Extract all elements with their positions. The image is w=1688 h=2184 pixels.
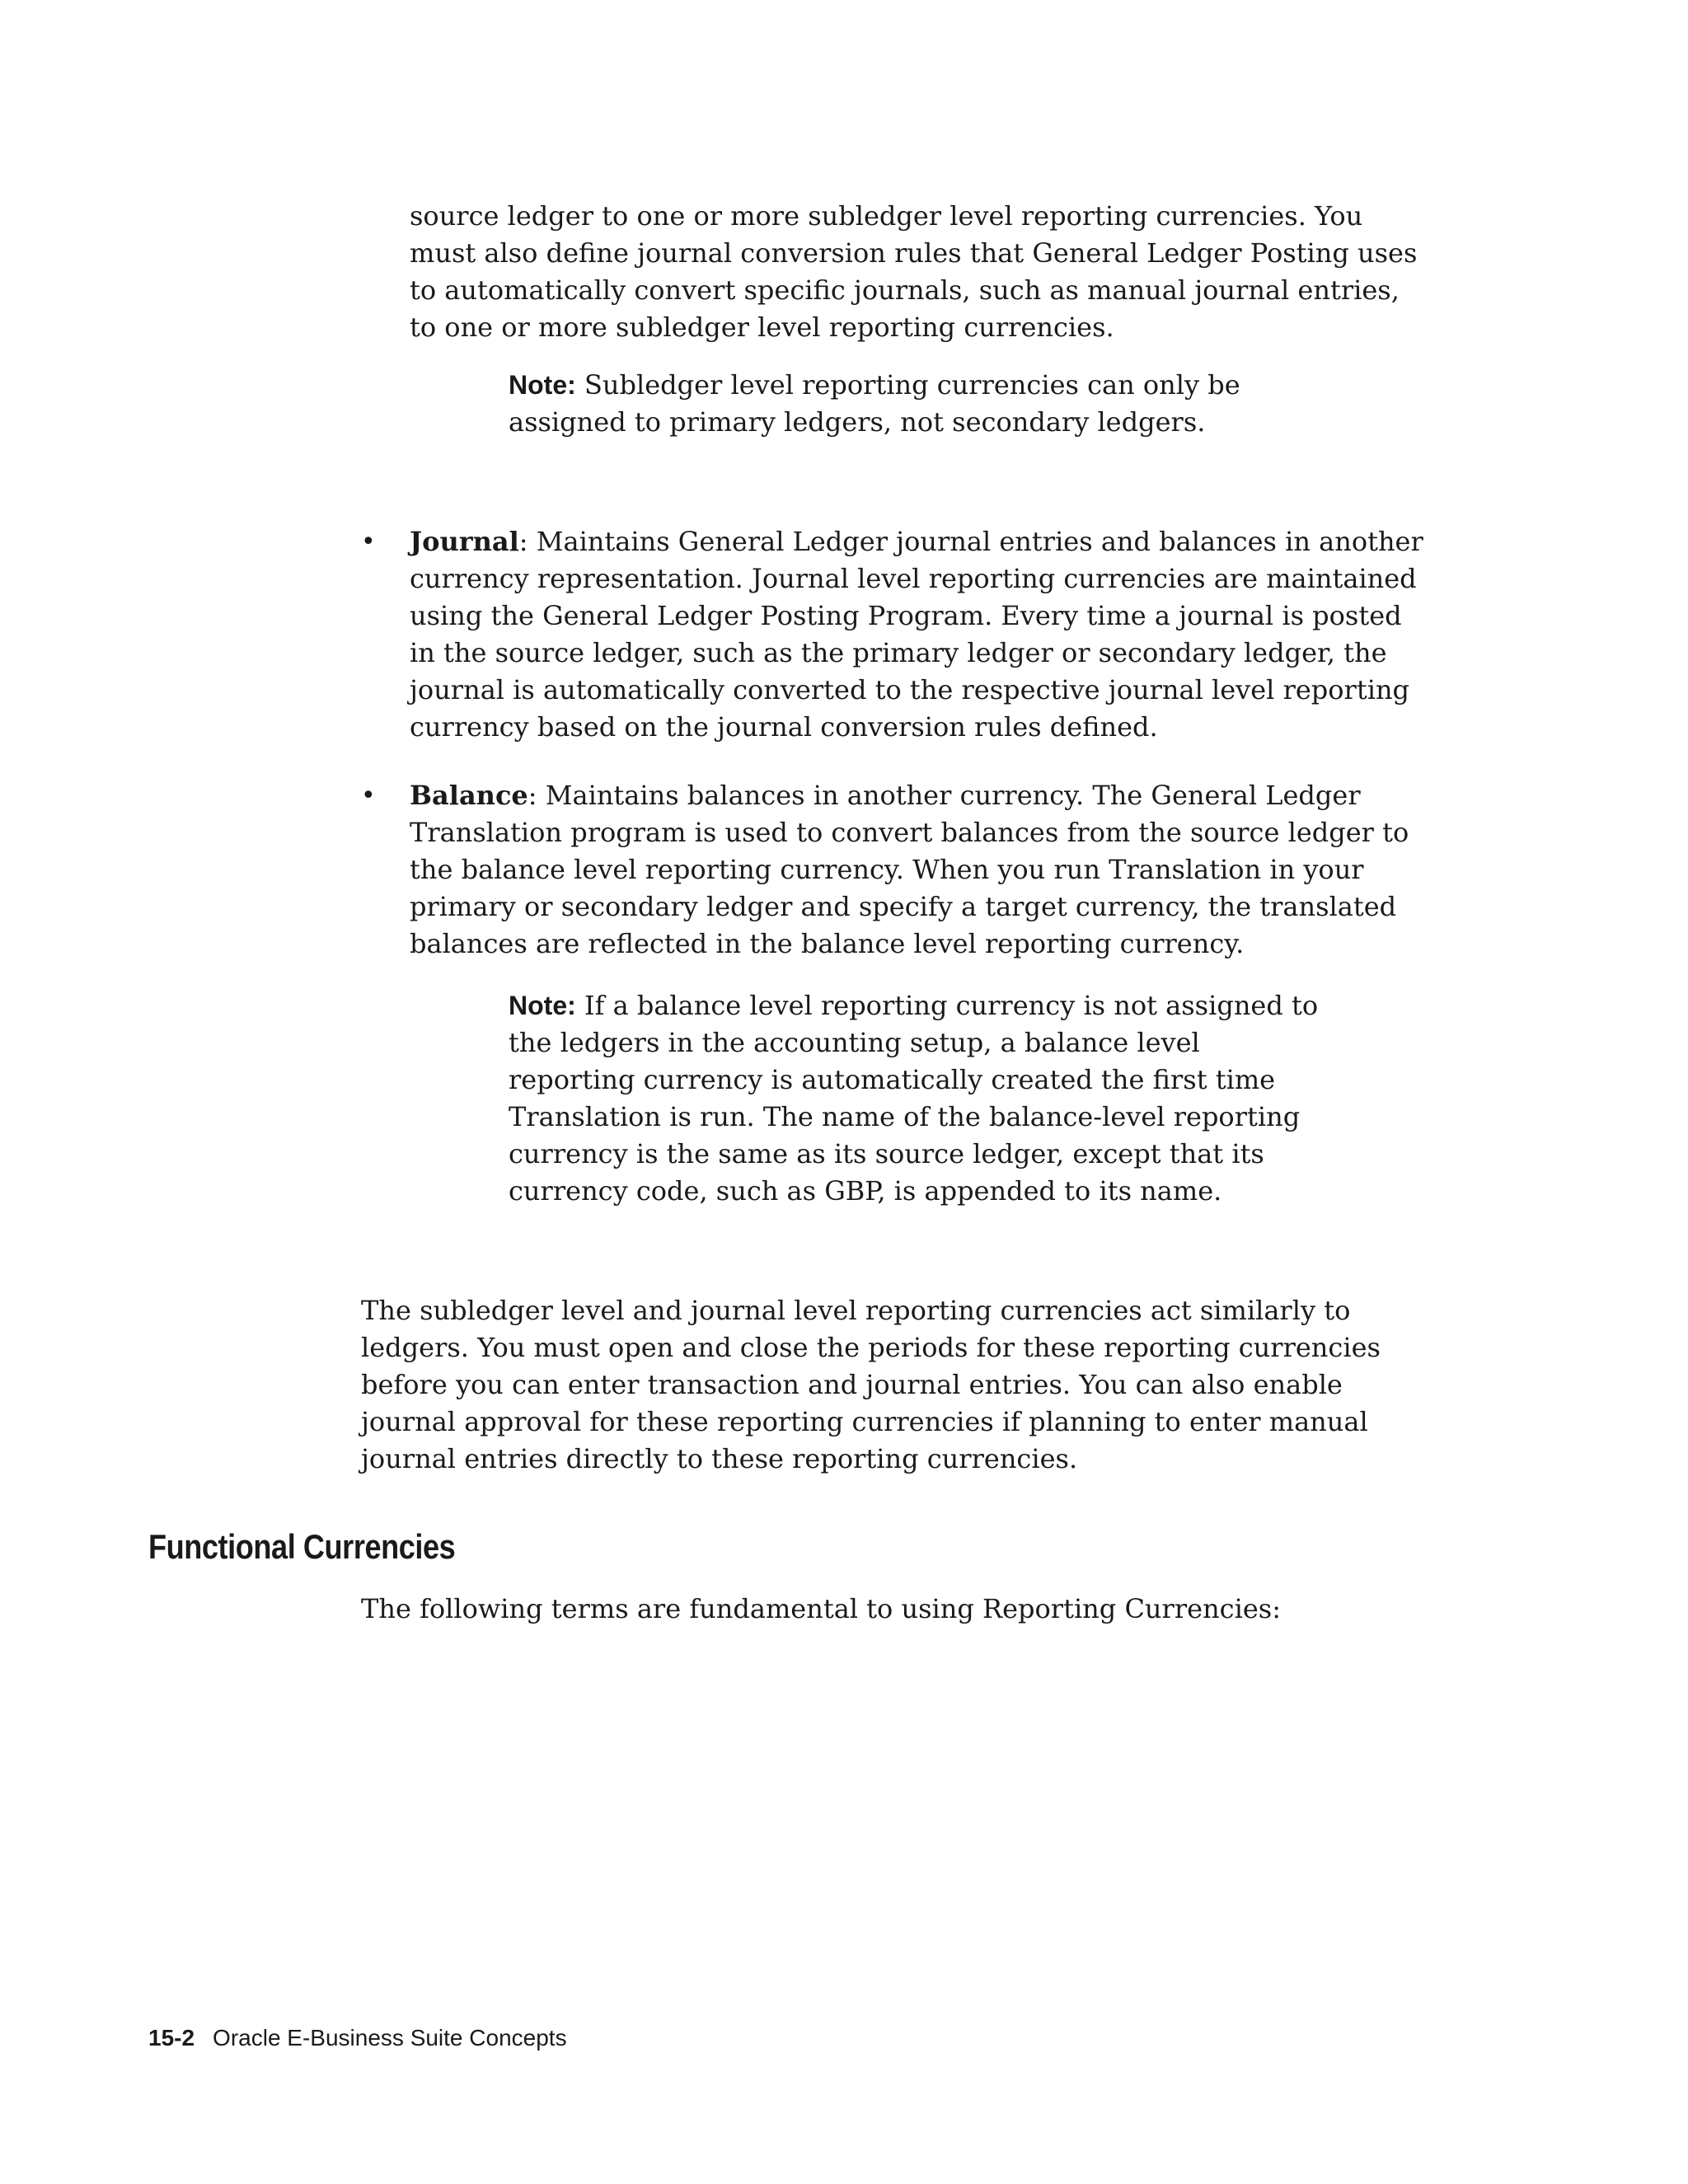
section-heading: Functional Currencies — [148, 1527, 456, 1566]
summary-paragraph: The subledger level and journal level reporting currencies act similarly to ledgers. You must open and close the periods for these reporting currencies before you can enter transaction and journal entries. You can also enable journal approval for these reporting currencies if planning to enter manual journal entries directly to these reporting currencies. — [361, 1295, 1381, 1474]
bullet-term: Balance — [410, 780, 528, 811]
note-text: If a balance level reporting currency is not assigned to the ledgers in the accounting setup, a balance level reporting currency is automatically created the first time Translation is run. The name of the balance-level reporting currency is the same as its source ledger, except that its currency code, such as GBP, is appended to its name. — [509, 990, 1319, 1207]
note-label: Note: — [509, 370, 576, 400]
book-title: Oracle E-Business Suite Concepts — [213, 2025, 567, 2050]
note-subledger — [509, 367, 1333, 441]
note-text: Subledger level reporting currencies can only be assigned to primary ledgers, not secondary ledgers. — [509, 369, 1240, 438]
bullet-marker: • — [361, 527, 376, 556]
note-balance — [509, 987, 1333, 1210]
page-number: 15-2 — [148, 2025, 195, 2050]
bullet-text — [410, 523, 1432, 746]
section-intro: The following terms are fundamental to using Reporting Currencies: — [361, 1593, 1281, 1624]
page-footer — [148, 2024, 567, 2052]
bullet-description: : Maintains balances in another currency. The General Ledger Translation program is used to convert balances from the source ledger to the balance level reporting currency. When you run Translation in your primary or secondary ledger and specify a target currency, the translated balances are reflected in the balance level reporting currency. — [410, 780, 1409, 959]
continuation-paragraph: source ledger to one or more subledger level reporting currencies. You must also define journal conversion rules that General Ledger Posting uses to automatically convert specific journals, such as manual journal entries, to one or more subledger level reporting currencies. — [410, 200, 1418, 343]
bullet-text — [410, 777, 1432, 963]
bullet-description: : Maintains General Ledger journal entries and balances in another currency representation. Journal level reporting currencies are maintained using the General Ledger Posting Program. Every time a journal is posted in the source ledger, such as the primary ledger or secondary ledger, the journal is automatically converted to the respective journal level reporting currency based on the journal conversion rules defined. — [410, 526, 1423, 743]
bullet-marker: • — [361, 781, 376, 810]
note-label: Note: — [509, 991, 576, 1020]
bullet-term: Journal — [410, 526, 519, 557]
